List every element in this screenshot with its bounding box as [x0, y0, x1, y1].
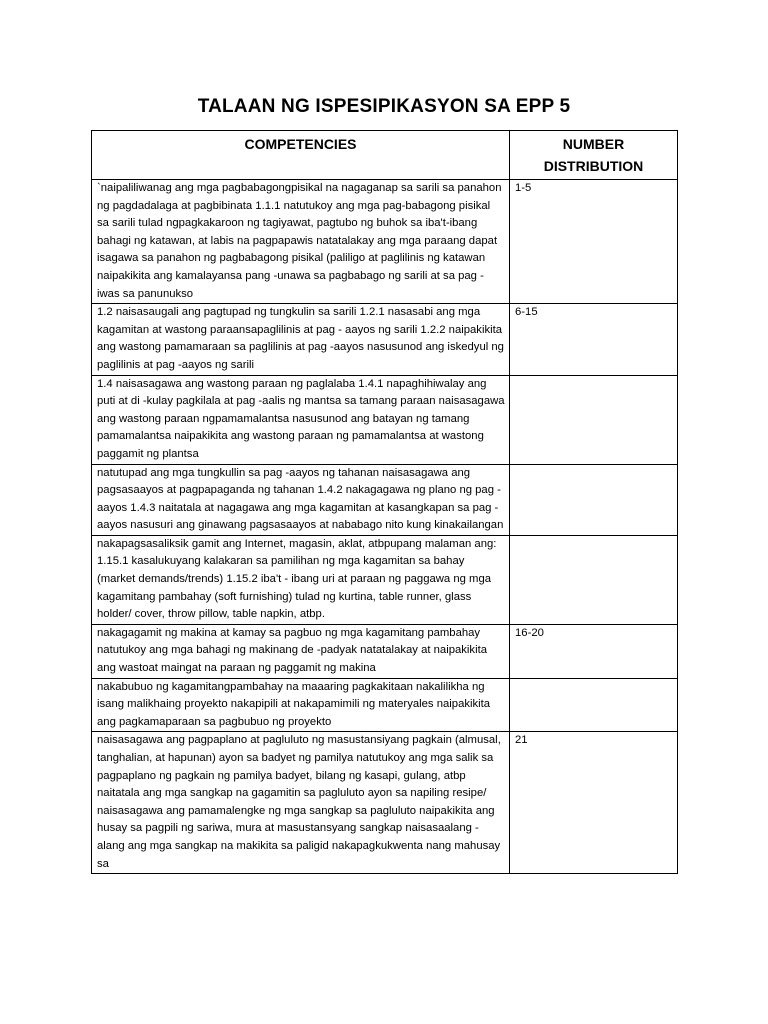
- table-row: [92, 678, 678, 732]
- competency-cell: nakabubuo ng kagamitangpambahay na maaaring pagkakitaan nakalilikha ng isang malikhaing proyekto nakapipili at nakapamimili ng materyales naipakikita ang pagkamaparaan sa pagbubuo ng proyekto: [92, 678, 510, 732]
- number-cell: 21: [510, 732, 678, 874]
- table-row: [92, 732, 678, 874]
- number-cell: [510, 535, 678, 624]
- number-cell: 6-15: [510, 304, 678, 375]
- competency-cell: 1.2 naisasaugali ang pagtupad ng tungkulin sa sarili 1.2.1 nasasabi ang mga kagamitan at wastong paraansapaglilinis at pag - aayos ng sarili 1.2.2 naipakikita ang wastong pamamaraan sa paglilinis at pag -aayos nasusunod ang iskedyul ng paglilinis at pag -aayos ng sarili: [92, 304, 510, 375]
- document-title: TALAAN NG ISPESIPIKASYON SA EPP 5: [197, 96, 571, 117]
- number-cell: [510, 464, 678, 535]
- competency-cell: 1.4 naisasagawa ang wastong paraan ng paglalaba 1.4.1 napaghihiwalay ang puti at di -kulay pagkilala at pag -aalis ng mantsa sa tamang paraan naisasagawa ang wastong paraan ngpamamalantsa nasusunod ang batayan ng tamang pamamalantsa naipakikita ang wastong paraan ng pamamalantsa at wastong paggamit ng plantsa: [92, 375, 510, 464]
- competency-cell: natutupad ang mga tungkullin sa pag -aayos ng tahanan naisasagawa ang pagsasaayos at pagpapaganda ng tahanan 1.4.2 nakagagawa ng plano ng pag -aayos 1.4.3 naitatala at nagagawa ang mga kagamitan at kasangkapan sa pag - aayos nasusuri ang ginawang pagsasaayos at nababago nito kung kinakailangan: [92, 464, 510, 535]
- table-row: [92, 535, 678, 624]
- number-cell: 1-5: [510, 180, 678, 304]
- competency-cell: nakapagsasaliksik gamit ang Internet, magasin, aklat, atbpupang malaman ang: 1.15.1 kasalukuyang kalakaran sa pamilihan ng mga kagamitan sa bahay (market demands/trends) 1.15.2 iba't - ibang uri at paraan ng paggawa ng mga kagamitang pambahay (soft furnishing) tulad ng kurtina, table runner, glass holder/ cover, throw pillow, table napkin, atbp.: [92, 535, 510, 624]
- table-row: [92, 375, 678, 464]
- table-row: [92, 304, 678, 375]
- table-row: [92, 180, 678, 304]
- competency-cell: `naipaliliwanag ang mga pagbabagongpisikal na nagaganap sa sarili sa panahon ng pagdadalaga at pagbibinata 1.1.1 natutukoy ang mga pag-babagong pisikal sa sarili tulad ngpagkakaroon ng tagiyawat, pagtubo ng buhok sa iba't-ibang bahagi ng katawan, at labis na pagpapawis natatalakay ang mga paraang dapat isagawa sa panahon ng pagbabagong pisikal (paliligo at paglilinis ng katawan naipakikita ang kamalayansa pang -unawa sa pagbabago ng sarili at sa pag -iwas sa panunukso: [92, 180, 510, 304]
- competency-cell: nakagagamit ng makina at kamay sa pagbuo ng mga kagamitang pambahay natutukoy ang mga bahagi ng makinang de -padyak natatalakay at naipakikita ang wastoat maingat na paraan ng paggamit ng makina: [92, 624, 510, 678]
- header-competencies: COMPETENCIES: [92, 131, 510, 180]
- table-row: [92, 624, 678, 678]
- header-number-distribution: NUMBER DISTRIBUTION: [510, 131, 678, 180]
- number-cell: 16-20: [510, 624, 678, 678]
- table-row: [92, 464, 678, 535]
- number-cell: [510, 375, 678, 464]
- competency-cell: naisasagawa ang pagpaplano at pagluluto ng masustansiyang pagkain (almusal, tanghalian, at hapunan) ayon sa badyet ng pamilya natutukoy ang mga salik sa pagpaplano ng pagkain ng pamilya badyet, bilang ng kasapi, gulang, atbp naitatala ang mga sangkap na gagamitin sa pagluluto ayon sa napiling resipe/ naisasagawa ang pamamalengke ng mga sangkap sa pagluluto naipakikita ang husay sa pagpili ng sariwa, mura at masustansyang sangkap naisasaalang -alang ang mga sangkap na makikita sa paligid nakapagkukwenta nang mahusay sa: [92, 732, 510, 874]
- number-cell: [510, 678, 678, 732]
- specification-table: [91, 130, 678, 874]
- table-header-row: [92, 131, 678, 180]
